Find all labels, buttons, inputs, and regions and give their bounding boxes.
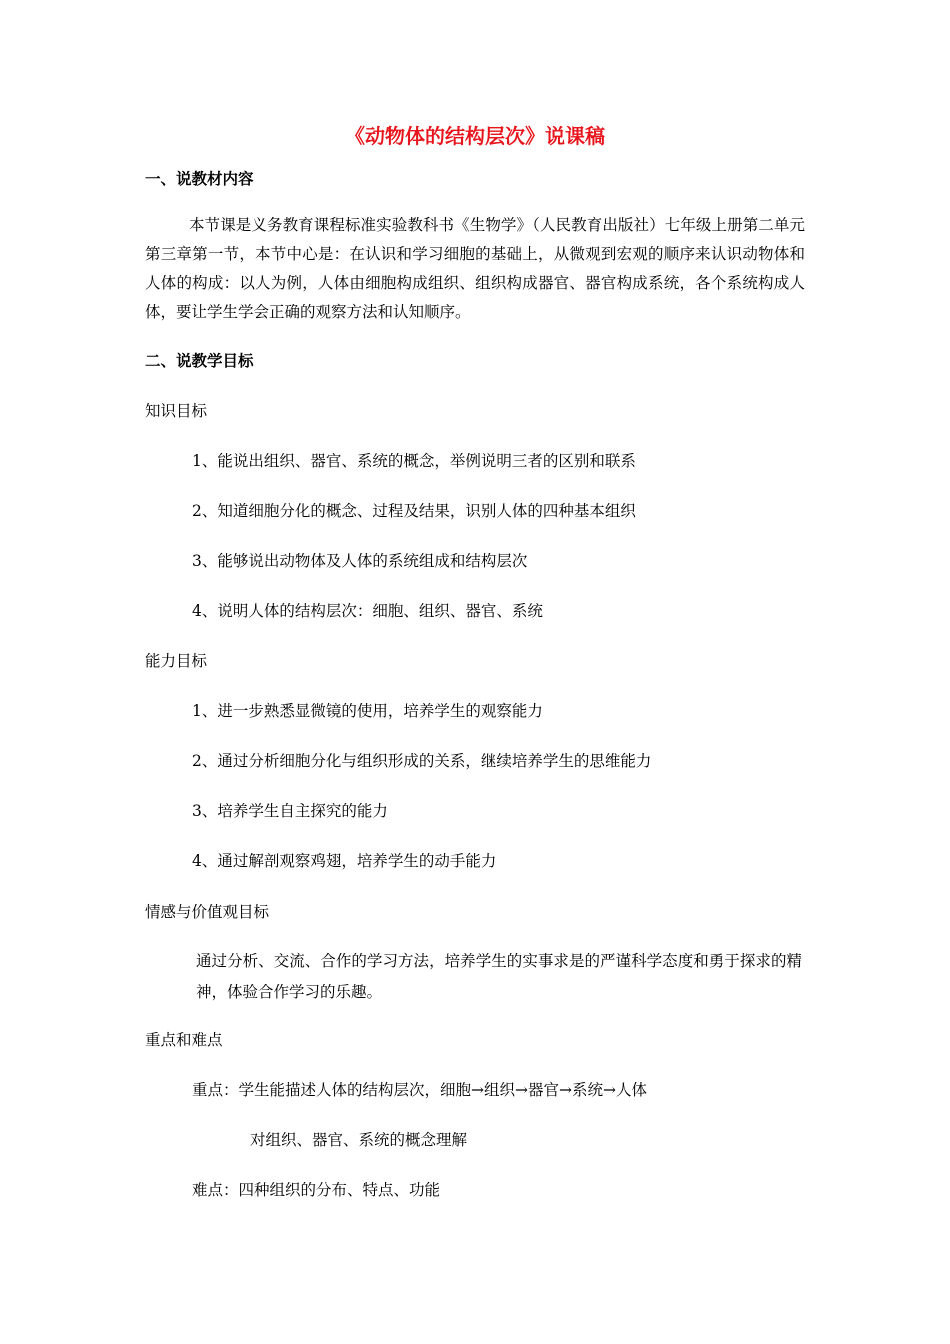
emotion-goals-text: 通过分析、交流、合作的学习方法，培养学生的实事求是的严谨科学态度和勇于探求的精神，体验合作学习的乐趣。 bbox=[196, 952, 802, 1001]
ability-goals-label: 能力目标 bbox=[145, 652, 208, 670]
emotion-goals-label: 情感与价值观目标 bbox=[145, 903, 270, 921]
ability-goal-item: 4、通过解剖观察鸡翅，培养学生的动手能力 bbox=[192, 852, 497, 870]
knowledge-goal-item: 1、能说出组织、器官、系统的概念，举例说明三者的区别和联系 bbox=[192, 452, 636, 470]
section2-heading: 二、说教学目标 bbox=[145, 352, 254, 370]
section1-heading: 一、说教材内容 bbox=[145, 170, 254, 188]
key-point-line: 对组织、器官、系统的概念理解 bbox=[250, 1131, 468, 1149]
ability-goal-item: 1、进一步熟悉显微镜的使用，培养学生的观察能力 bbox=[192, 702, 543, 720]
document-title: 《动物体的结构层次》说课稿 bbox=[345, 124, 605, 148]
knowledge-goals-label: 知识目标 bbox=[145, 402, 208, 420]
knowledge-goal-item: 4、说明人体的结构层次：细胞、组织、器官、系统 bbox=[192, 602, 543, 620]
knowledge-goal-item: 2、知道细胞分化的概念、过程及结果，识别人体的四种基本组织 bbox=[192, 502, 636, 520]
difficulty-line: 难点：四种组织的分布、特点、功能 bbox=[192, 1181, 441, 1199]
ability-goal-item: 3、培养学生自主探究的能力 bbox=[192, 802, 388, 820]
knowledge-goal-item: 3、能够说出动物体及人体的系统组成和结构层次 bbox=[192, 552, 528, 570]
key-points-label: 重点和难点 bbox=[145, 1031, 223, 1049]
key-point-line: 重点：学生能描述人体的结构层次，细胞→组织→器官→系统→人体 bbox=[192, 1081, 647, 1099]
ability-goal-item: 2、通过分析细胞分化与组织形成的关系，继续培养学生的思维能力 bbox=[192, 752, 652, 770]
section1-paragraph: 本节课是义务教育课程标准实验教科书《生物学》（人民教育出版社）七年级上册第二单元第三章第一节，本节中心是：在认识和学习细胞的基础上，从微观到宏观的顺序来认识动物体和人体的构成：以人为例，人体由细胞构成组织、组织构成器官、器官构成系统，各个系统构成人体，要让学生学会正确的观察方法和认知顺序。 bbox=[145, 216, 805, 321]
